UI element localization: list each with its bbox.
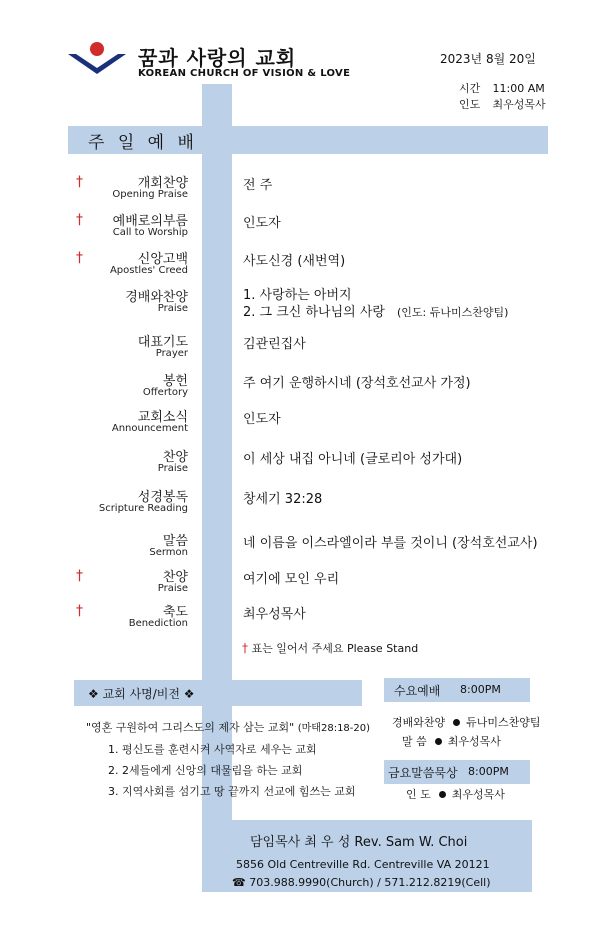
wednesday-row bbox=[402, 733, 501, 749]
section-title: 주 일 예 배 bbox=[88, 133, 198, 153]
time-value: 11:00 AM bbox=[492, 82, 545, 95]
leader-label: 인도 bbox=[459, 98, 481, 111]
order-item-english: Praise bbox=[157, 303, 188, 314]
stand-note-text: 표는 일어서 주세요 Please Stand bbox=[251, 642, 419, 655]
vertical-band bbox=[202, 84, 232, 820]
leader-value: 최우성목사 bbox=[492, 98, 546, 111]
cross-icon: † bbox=[76, 212, 83, 228]
service-leader bbox=[459, 96, 546, 112]
order-item-korean: 교회소식 bbox=[137, 410, 188, 425]
service-time bbox=[459, 80, 545, 96]
order-item-korean: 대표기도 bbox=[137, 335, 188, 350]
church-logo-icon bbox=[66, 40, 128, 78]
mission-quote-ref: (마태28:18-20) bbox=[297, 723, 371, 734]
order-item-english: Benediction bbox=[128, 618, 188, 629]
wednesday-time: 8:00PM bbox=[460, 683, 501, 696]
order-item-value-second-text: 2. 그 크신 하나님의 사랑 bbox=[243, 305, 385, 320]
wednesday-title: 수요예배 bbox=[394, 684, 441, 698]
friday-time: 8:00PM bbox=[468, 765, 509, 778]
wednesday-row bbox=[392, 714, 541, 730]
order-item-korean: 성경봉독 bbox=[137, 490, 188, 505]
church-address: 5856 Old Centreville Rd. Centreville VA 20121 bbox=[236, 858, 490, 871]
order-item-english: Call to Worship bbox=[112, 227, 188, 238]
order-item-korean: 봉헌 bbox=[162, 374, 188, 389]
order-item-korean: 개회찬양 bbox=[137, 176, 188, 191]
order-item-korean: 축도 bbox=[162, 605, 188, 620]
order-item-english: Praise bbox=[157, 583, 188, 594]
cross-icon: † bbox=[242, 641, 248, 655]
friday-row-label: 인 도 bbox=[406, 788, 431, 801]
order-item-korean: 말씀 bbox=[162, 534, 188, 549]
wednesday-row-label: 경배와찬양 bbox=[392, 716, 446, 729]
footer-box bbox=[202, 820, 532, 892]
pastor-name: 담임목사 최 우 성 Rev. Sam W. Choi bbox=[250, 835, 468, 850]
order-item-english: Apostles' Creed bbox=[109, 265, 188, 276]
order-item-english: Prayer bbox=[155, 348, 188, 359]
friday-row-value: 최우성목사 bbox=[451, 788, 505, 801]
mission-quote-text: "영혼 구원하여 그리스도의 제자 삼는 교회" bbox=[86, 721, 295, 734]
church-name-korean: 꿈과 사랑의 교회 bbox=[138, 46, 297, 70]
order-item-value: 인도자 bbox=[243, 216, 281, 231]
order-item-value: 네 이름을 이스라엘이라 부를 것이니 (장석호선교사) bbox=[243, 536, 538, 551]
friday-row bbox=[406, 786, 505, 802]
church-phone: ☎ 703.988.9990(Church) / 571.212.8219(Cell) bbox=[232, 876, 491, 889]
bullet-icon bbox=[453, 719, 460, 726]
mission-quote bbox=[86, 719, 370, 735]
order-item-value: 이 세상 내집 아니네 (글로리아 성가대) bbox=[243, 452, 463, 467]
mission-title: ❖ 교회 사명/비전 ❖ bbox=[88, 687, 195, 701]
friday-title: 금요말씀묵상 bbox=[388, 766, 458, 780]
mission-item: 1. 평신도를 훈련시켜 사역자로 세우는 교회 bbox=[108, 743, 317, 756]
order-item-value: 1. 사랑하는 아버지 bbox=[243, 288, 352, 303]
order-item-value: 주 여기 운행하시네 (장석호선교사 가정) bbox=[243, 376, 471, 391]
time-label: 시간 bbox=[459, 82, 481, 95]
order-item-korean: 신앙고백 bbox=[137, 252, 188, 267]
bullet-icon bbox=[439, 791, 446, 798]
order-item-note: (인도: 듀나미스찬양팀) bbox=[396, 306, 509, 319]
wednesday-row-label: 말 씀 bbox=[402, 735, 427, 748]
order-item-value-second bbox=[243, 301, 508, 320]
cross-icon: † bbox=[76, 603, 83, 619]
cross-icon: † bbox=[76, 250, 83, 266]
friday-service-box bbox=[384, 760, 530, 784]
order-item-korean: 찬양 bbox=[162, 450, 188, 465]
mission-title-box bbox=[74, 680, 362, 706]
wednesday-row-value: 최우성목사 bbox=[447, 735, 501, 748]
church-name-english: KOREAN CHURCH OF VISION & LOVE bbox=[138, 68, 351, 79]
order-item-value: 김관린집사 bbox=[243, 337, 306, 352]
order-item-value: 최우성목사 bbox=[243, 607, 306, 622]
order-item-value: 인도자 bbox=[243, 412, 281, 427]
order-item-english: Announcement bbox=[111, 423, 188, 434]
order-item-english: Sermon bbox=[149, 547, 188, 558]
order-item-korean: 경배와찬양 bbox=[125, 290, 188, 305]
service-date: 2023년 8월 20일 bbox=[440, 52, 536, 66]
wednesday-row-value: 듀나미스찬양팀 bbox=[466, 716, 541, 729]
mission-item: 2. 2세들에게 신앙의 대물림을 하는 교회 bbox=[108, 764, 303, 777]
cross-icon: † bbox=[76, 174, 83, 190]
order-item-english: Praise bbox=[157, 463, 188, 474]
order-item-korean: 예배로의부름 bbox=[112, 214, 188, 229]
wednesday-service-box bbox=[384, 678, 530, 702]
order-item-english: Offertory bbox=[142, 387, 188, 398]
stand-note bbox=[242, 640, 418, 656]
order-item-english: Opening Praise bbox=[112, 189, 188, 200]
order-item-value: 전 주 bbox=[243, 178, 273, 193]
mission-item: 3. 지역사회를 섬기고 땅 끝까지 선교에 힘쓰는 교회 bbox=[108, 785, 356, 798]
cross-icon: † bbox=[76, 568, 83, 584]
order-item-value: 사도신경 (새번역) bbox=[243, 254, 346, 269]
order-item-english: Scripture Reading bbox=[98, 503, 188, 514]
order-item-value: 여기에 모인 우리 bbox=[243, 572, 340, 587]
order-item-value: 창세기 32:28 bbox=[243, 492, 323, 507]
bullet-icon bbox=[435, 738, 442, 745]
order-item-korean: 찬양 bbox=[162, 570, 188, 585]
